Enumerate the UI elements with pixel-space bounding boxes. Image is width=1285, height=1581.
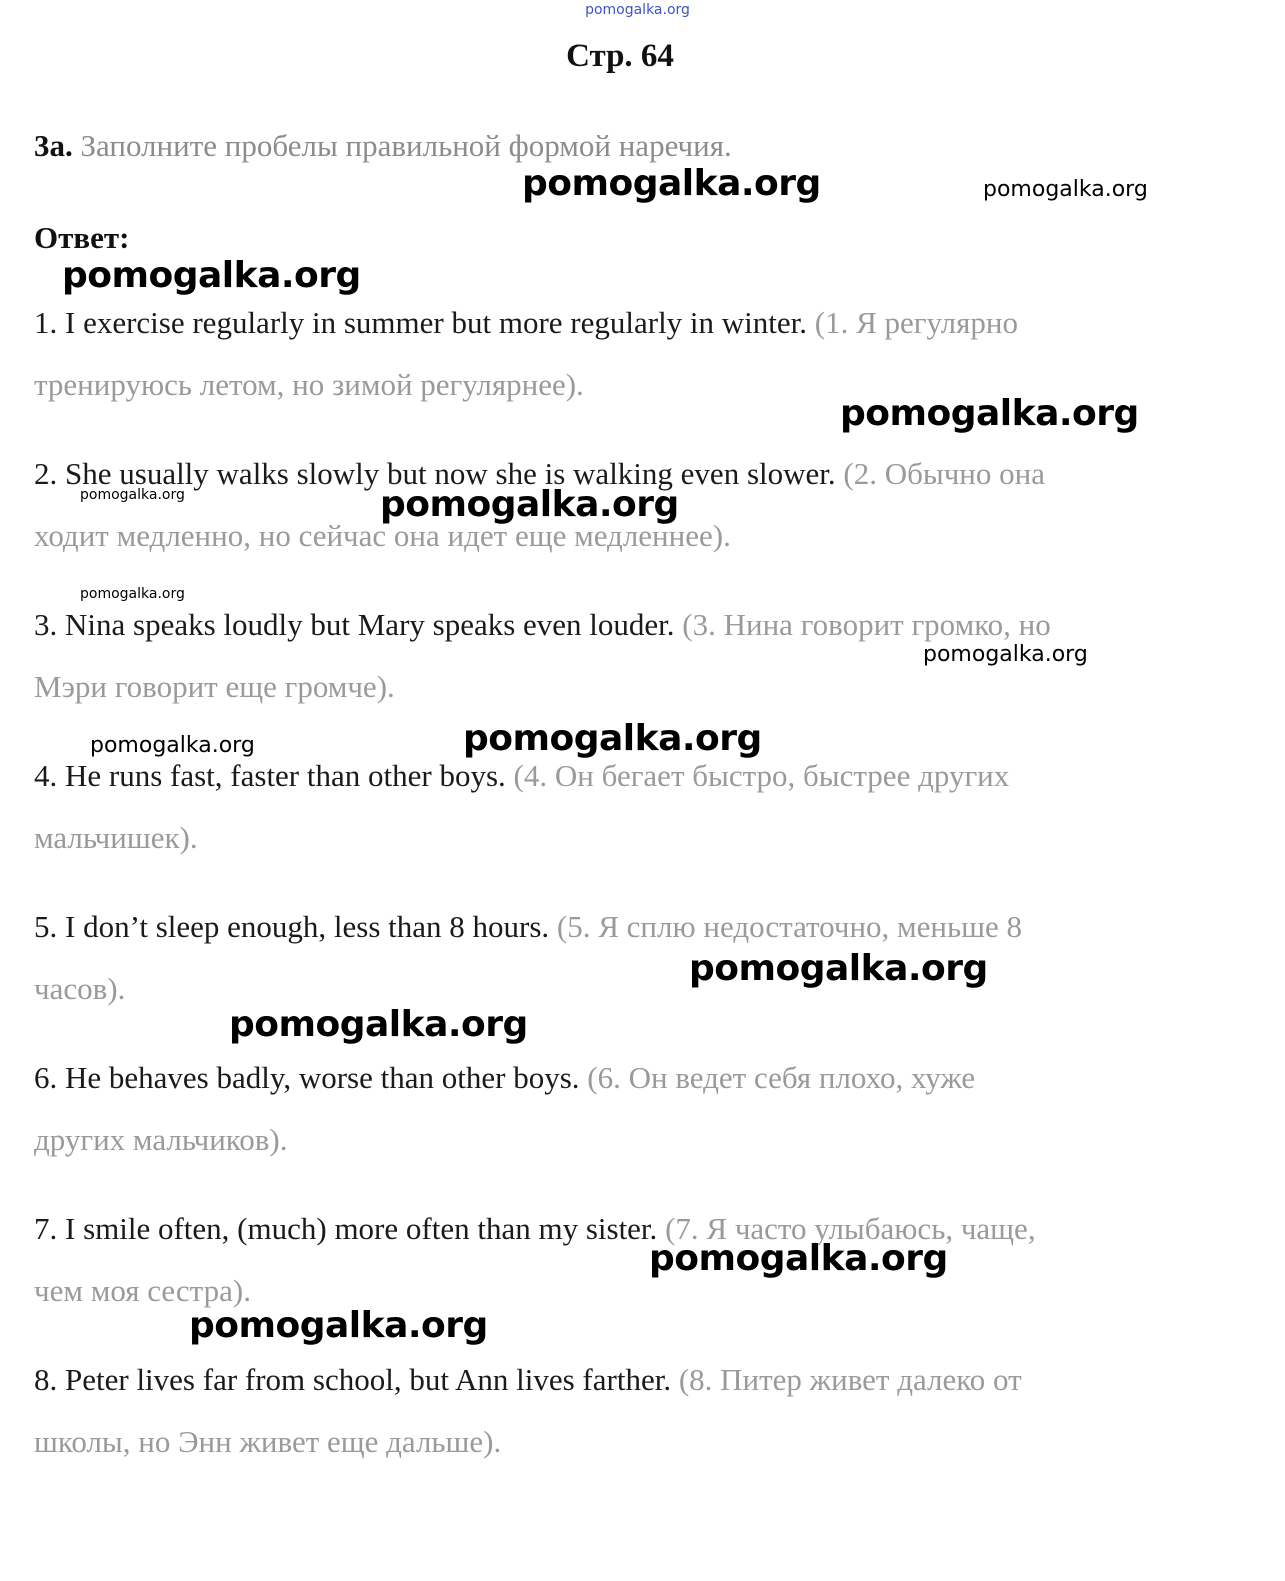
answer-translation: (3. Нина говорит громко, но <box>682 607 1051 642</box>
watermark: pomogalka.org <box>80 487 185 503</box>
answer-english: 1. I exercise regularly in summer but more regularly in winter. <box>34 305 808 340</box>
answer-line-8 <box>34 1362 1022 1398</box>
watermark: pomogalka.org <box>689 948 988 989</box>
answer-translation-cont: мальчишек). <box>34 820 198 855</box>
answer-label: Ответ: <box>34 220 130 255</box>
watermark: pomogalka.org <box>983 177 1148 202</box>
watermark: pomogalka.org <box>80 586 185 602</box>
top-site-link[interactable]: pomogalka.org <box>585 2 690 18</box>
answer-english: 3. Nina speaks loudly but Mary speaks even louder. <box>34 607 675 642</box>
watermark: pomogalka.org <box>840 393 1139 434</box>
task-heading <box>34 128 732 164</box>
watermark: pomogalka.org <box>649 1238 948 1279</box>
answer-translation-cont: Мэри говорит еще громче). <box>34 669 395 704</box>
answer-translation: (1. Я регулярно <box>814 305 1018 340</box>
answer-translation: (6. Он ведет себя плохо, хуже <box>587 1060 976 1095</box>
watermark: pomogalka.org <box>189 1305 488 1346</box>
answer-translation-cont: школы, но Энн живет еще дальше). <box>34 1424 502 1459</box>
answer-translation: (2. Обычно она <box>843 456 1045 491</box>
answer-line-4 <box>34 758 1009 794</box>
watermark: pomogalka.org <box>380 484 679 525</box>
answer-line-3 <box>34 607 1051 643</box>
answer-translation-cont: других мальчиков). <box>34 1122 288 1157</box>
answer-translation-cont: ходит медленно, но сейчас она идет еще медленнее). <box>34 518 731 553</box>
answer-translation: (4. Он бегает быстро, быстрее других <box>513 758 1010 793</box>
answer-translation: (8. Питер живет далеко от <box>678 1362 1022 1397</box>
answer-english: 5. I don’t sleep enough, less than 8 hours. <box>34 909 550 944</box>
watermark: pomogalka.org <box>923 642 1088 667</box>
watermark: pomogalka.org <box>522 163 821 204</box>
watermark: pomogalka.org <box>463 718 762 759</box>
watermark: pomogalka.org <box>90 733 255 758</box>
answer-english: 4. He runs fast, faster than other boys. <box>34 758 506 793</box>
page-title: Стр. 64 <box>566 38 674 74</box>
answer-line-5 <box>34 909 1022 945</box>
answer-translation-cont: чем моя сестра). <box>34 1273 251 1308</box>
answer-translation: (7. Я часто улыбаюсь, чаще, <box>665 1211 1036 1246</box>
watermark: pomogalka.org <box>229 1004 528 1045</box>
answer-line-1 <box>34 305 1018 341</box>
task-number: 3a. <box>34 128 73 163</box>
answer-english: 6. He behaves badly, worse than other boys. <box>34 1060 580 1095</box>
answer-translation: (5. Я сплю недостаточно, меньше 8 <box>556 909 1023 944</box>
answer-translation-cont: тренируюсь летом, но зимой регулярнее). <box>34 367 584 402</box>
watermark: pomogalka.org <box>62 255 361 296</box>
task-instruction: Заполните пробелы правильной формой наречия. <box>80 128 732 163</box>
answer-line-6 <box>34 1060 975 1096</box>
answer-translation-cont: часов). <box>34 971 126 1006</box>
answer-english: 8. Peter lives far from school, but Ann lives farther. <box>34 1362 672 1397</box>
answer-english: 7. I smile often, (much) more often than my sister. <box>34 1211 658 1246</box>
answer-english: 2. She usually walks slowly but now she is walking even slower. <box>34 456 836 491</box>
